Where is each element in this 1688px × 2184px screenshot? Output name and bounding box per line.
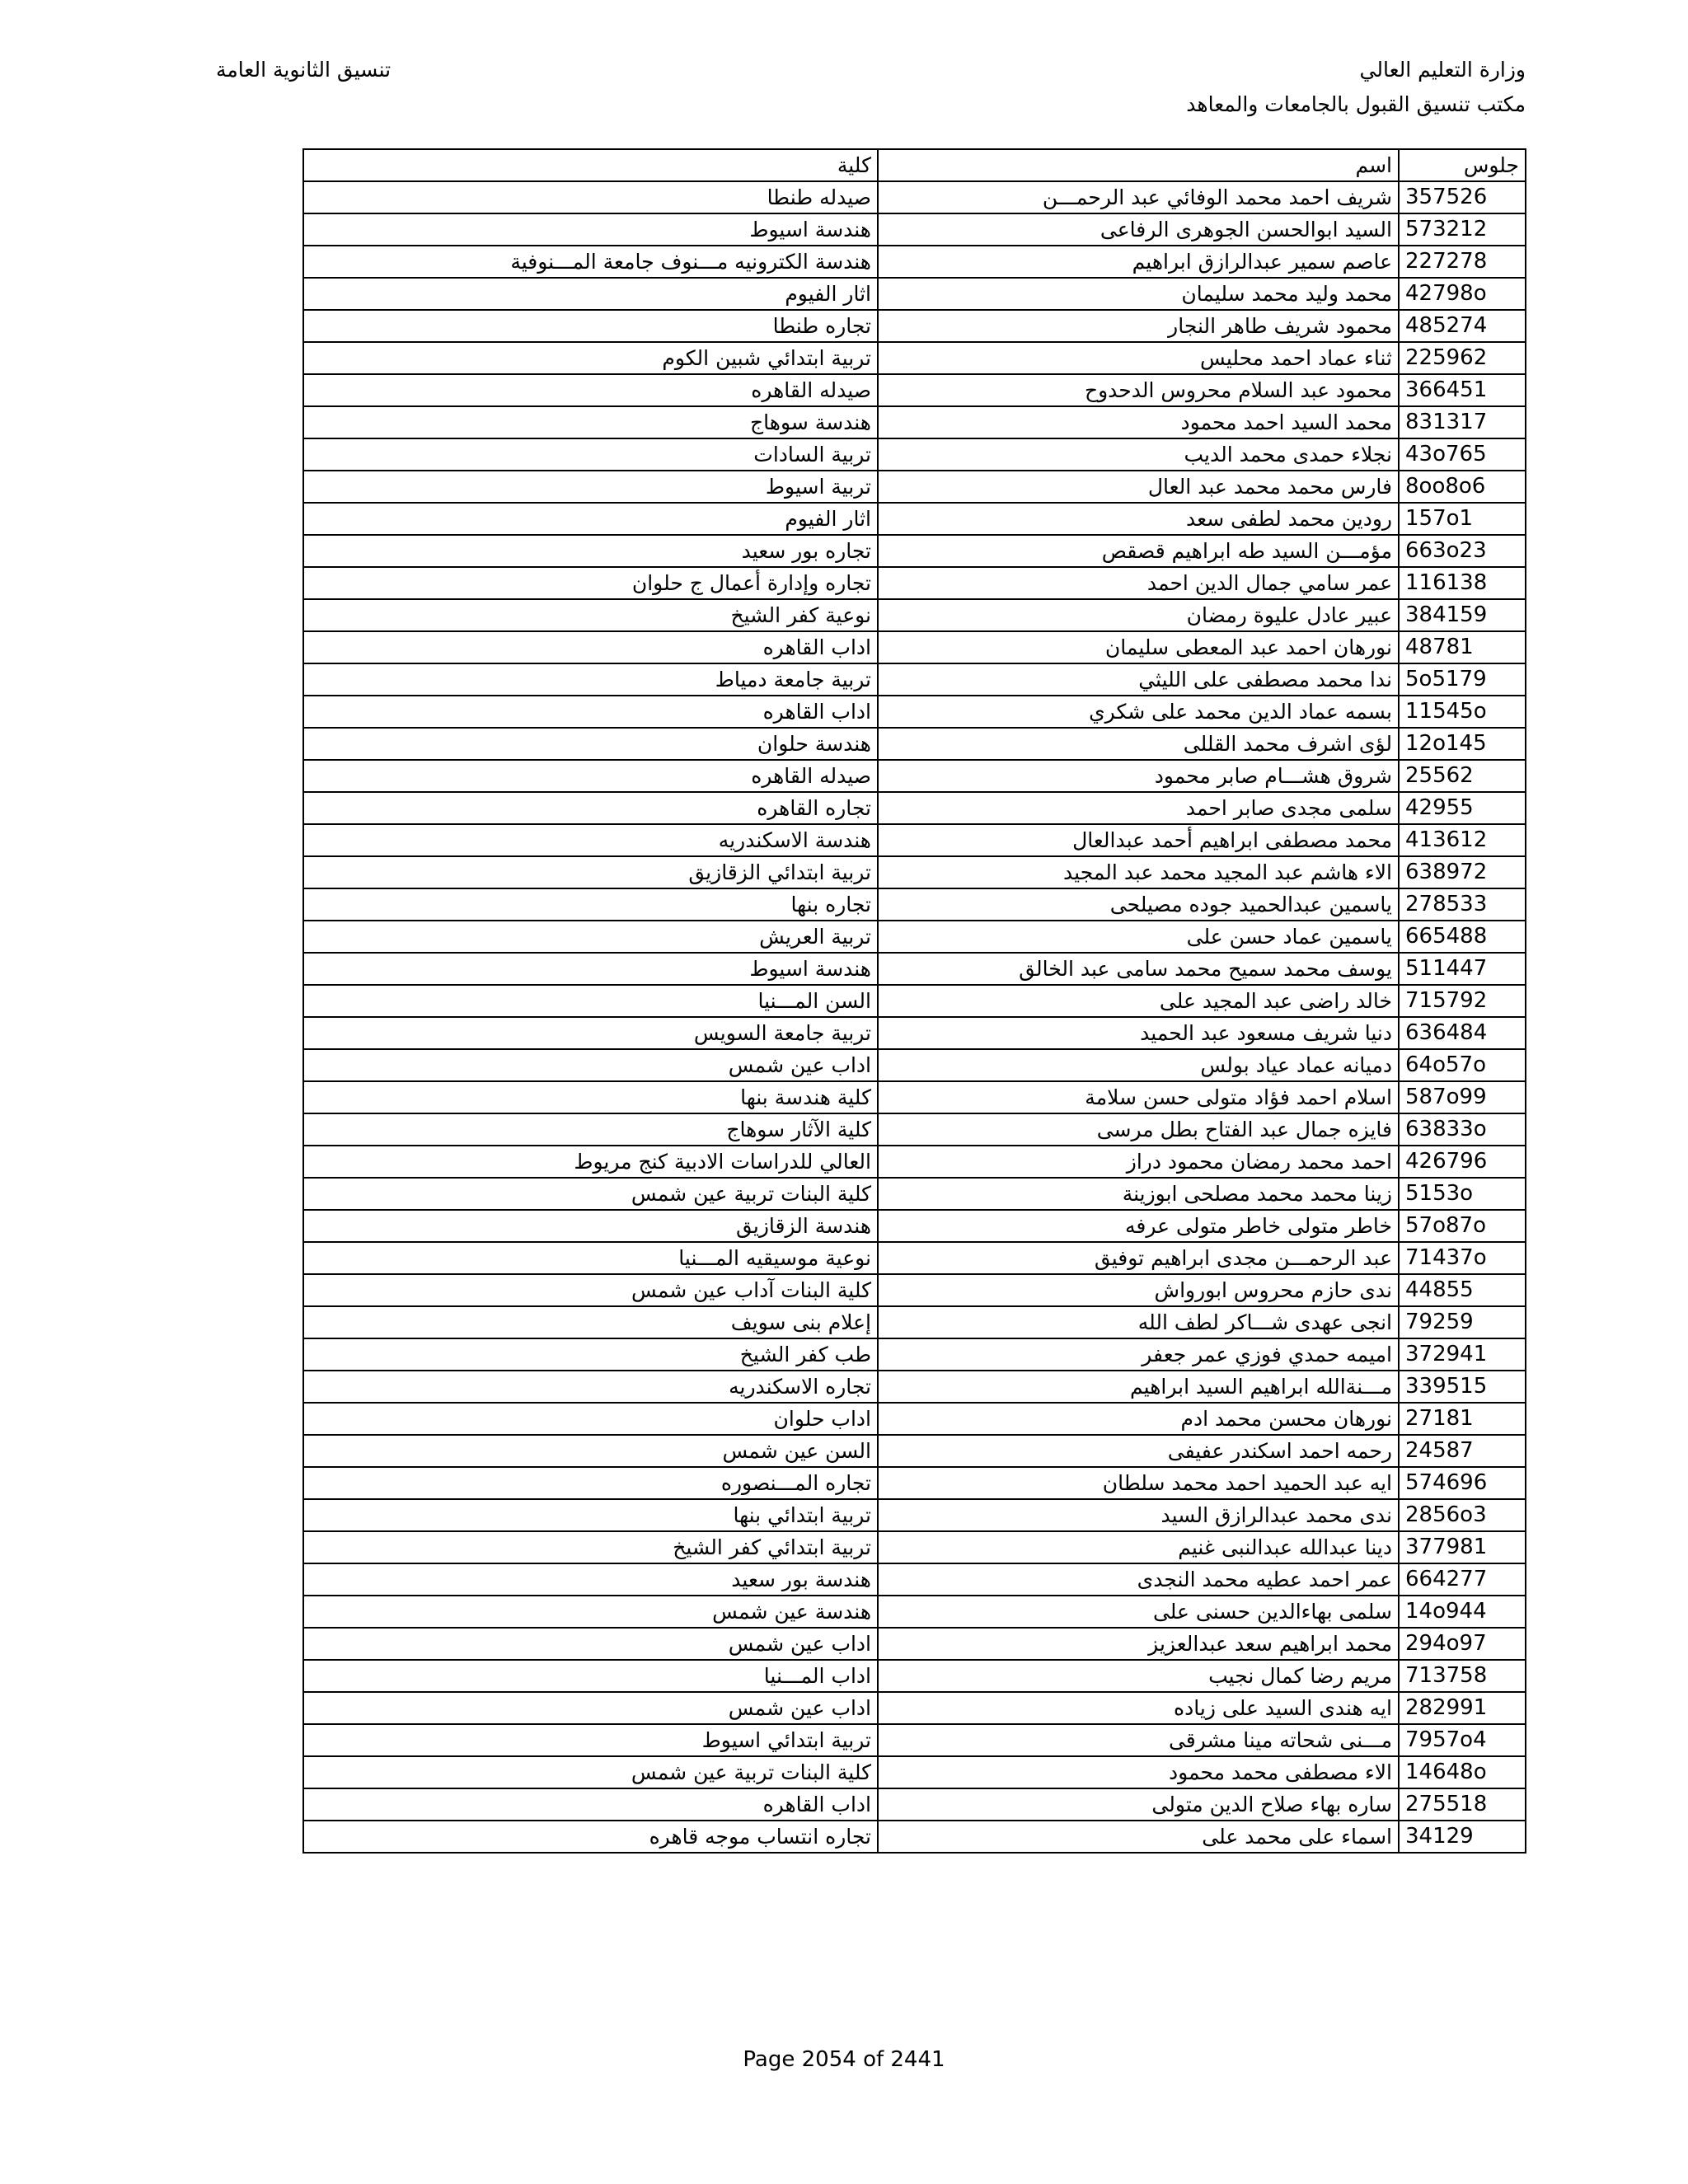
seat-number-cell: 57o87o <box>1399 1210 1526 1242</box>
table-row <box>303 181 1526 213</box>
seat-number-cell: 34129 <box>1399 1821 1526 1853</box>
student-name-cell: محمد ابراهيم سعد عبدالعزيز <box>878 1628 1399 1660</box>
faculty-cell: تربية ابتدائي اسيوط <box>303 1724 878 1756</box>
student-name-cell: اسماء على محمد على <box>878 1821 1399 1853</box>
faculty-cell: هندسة الكترونيه مـــنوف جامعة المـــنوفية <box>303 246 878 278</box>
table-row <box>303 1531 1526 1563</box>
seat-number-cell: 225962 <box>1399 342 1526 374</box>
faculty-cell: تجاره وإدارة أعمال ج حلوان <box>303 567 878 599</box>
student-name-cell: محمود شريف طاهر النجار <box>878 310 1399 342</box>
table-row <box>303 1596 1526 1628</box>
table-row <box>303 342 1526 374</box>
seat-number-cell: 27181 <box>1399 1403 1526 1435</box>
table-row <box>303 663 1526 696</box>
student-name-cell: عبير عادل عليوة رمضان <box>878 599 1399 631</box>
student-name-cell: سلمى مجدى صابر احمد <box>878 792 1399 824</box>
faculty-cell: نوعية كفر الشيخ <box>303 599 878 631</box>
student-name-cell: بسمه عماد الدين محمد على شكري <box>878 696 1399 728</box>
student-name-cell: ايه عبد الحميد احمد محمد سلطان <box>878 1467 1399 1499</box>
student-name-cell: دنيا شريف مسعود عبد الحميد <box>878 1017 1399 1049</box>
faculty-cell: تجاره انتساب موجه قاهره <box>303 1821 878 1853</box>
faculty-cell: صيدله طنطا <box>303 181 878 213</box>
ministry-title: وزارة التعليم العالي <box>1359 58 1526 82</box>
faculty-cell: صيدله القاهره <box>303 760 878 792</box>
student-name-cell: يوسف محمد سميح محمد سامى عبد الخالق <box>878 953 1399 985</box>
table-row <box>303 856 1526 888</box>
table-row <box>303 1692 1526 1724</box>
seat-number-cell: 12o145 <box>1399 728 1526 760</box>
table-row <box>303 567 1526 599</box>
faculty-cell: هندسة سوهاج <box>303 406 878 438</box>
table-row <box>303 728 1526 760</box>
student-name-cell: خاطر متولى خاطر متولى عرفه <box>878 1210 1399 1242</box>
student-name-cell: محمود عبد السلام محروس الدحدوح <box>878 374 1399 406</box>
student-name-cell: دينا عبدالله عبدالنبى غنيم <box>878 1531 1399 1563</box>
seat-number-cell: 42955 <box>1399 792 1526 824</box>
student-name-cell: نورهان احمد عبد المعطى سليمان <box>878 631 1399 663</box>
seat-number-cell: 278533 <box>1399 888 1526 921</box>
faculty-cell: كلية البنات آداب عين شمس <box>303 1274 878 1306</box>
table-row <box>303 471 1526 503</box>
student-name-cell: ياسمين عماد حسن على <box>878 921 1399 953</box>
faculty-cell: اداب عين شمس <box>303 1049 878 1081</box>
faculty-cell: اداب عين شمس <box>303 1628 878 1660</box>
student-name-cell: اميمه حمدي فوزي عمر جعفر <box>878 1338 1399 1371</box>
student-name-cell: نجلاء حمدى محمد الديب <box>878 438 1399 471</box>
faculty-cell: هندسة بور سعيد <box>303 1563 878 1596</box>
student-name-cell: رودين محمد لطفى سعد <box>878 503 1399 535</box>
student-name-cell: خالد راضى عبد المجيد على <box>878 985 1399 1017</box>
faculty-cell: اثار الفيوم <box>303 278 878 310</box>
seat-number-cell: 715792 <box>1399 985 1526 1017</box>
student-name-cell: رحمه احمد اسكندر عفيفى <box>878 1435 1399 1467</box>
student-name-cell: ندا محمد مصطفى على الليثي <box>878 663 1399 696</box>
student-name-cell: الاء هاشم عبد المجيد محمد عبد المجيد <box>878 856 1399 888</box>
seat-number-cell: 831317 <box>1399 406 1526 438</box>
table-row <box>303 213 1526 246</box>
student-name-cell: ساره بهاء صلاح الدين متولى <box>878 1788 1399 1821</box>
faculty-cell: إعلام بنى سويف <box>303 1306 878 1338</box>
faculty-cell: كلية هندسة بنها <box>303 1081 878 1113</box>
table-row <box>303 1628 1526 1660</box>
seat-number-cell: 2856o3 <box>1399 1499 1526 1531</box>
faculty-cell: العالي للدراسات الادبية كنج مريوط <box>303 1146 878 1178</box>
table-row <box>303 1499 1526 1531</box>
table-row <box>303 1338 1526 1371</box>
seat-number-cell: 5o5179 <box>1399 663 1526 696</box>
student-name-cell: لؤى اشرف محمد القللى <box>878 728 1399 760</box>
faculty-cell: اداب المـــنيا <box>303 1660 878 1692</box>
seat-number-cell: 426796 <box>1399 1146 1526 1178</box>
seat-number-cell: 157o1 <box>1399 503 1526 535</box>
student-name-cell: دميانه عماد عياد بولس <box>878 1049 1399 1081</box>
seat-number-cell: 665488 <box>1399 921 1526 953</box>
student-name-cell: محمد وليد محمد سليمان <box>878 278 1399 310</box>
faculty-cell: تجاره طنطا <box>303 310 878 342</box>
column-header-faculty: كلية <box>303 149 878 181</box>
student-name-cell: مـــنى شحاته مينا مشرقى <box>878 1724 1399 1756</box>
faculty-cell: تربية العريش <box>303 921 878 953</box>
faculty-cell: اداب حلوان <box>303 1403 878 1435</box>
faculty-cell: تربية ابتدائي كفر الشيخ <box>303 1531 878 1563</box>
table-row <box>303 953 1526 985</box>
faculty-cell: هندسة عين شمس <box>303 1596 878 1628</box>
seat-number-cell: 636484 <box>1399 1017 1526 1049</box>
student-name-cell: شروق هشـــام صابر محمود <box>878 760 1399 792</box>
seat-number-cell: 8oo8o6 <box>1399 471 1526 503</box>
table-row <box>303 1274 1526 1306</box>
seat-number-cell: 372941 <box>1399 1338 1526 1371</box>
student-name-cell: ندى محمد عبدالرازق السيد <box>878 1499 1399 1531</box>
table-row <box>303 438 1526 471</box>
faculty-cell: اداب القاهره <box>303 631 878 663</box>
seat-number-cell: 377981 <box>1399 1531 1526 1563</box>
table-row <box>303 631 1526 663</box>
table-row <box>303 1306 1526 1338</box>
faculty-cell: تربية جامعة السويس <box>303 1017 878 1049</box>
seat-number-cell: 43o765 <box>1399 438 1526 471</box>
seat-number-cell: 5153o <box>1399 1178 1526 1210</box>
faculty-cell: تجاره المـــنصوره <box>303 1467 878 1499</box>
student-name-cell: عمر سامي جمال الدين احمد <box>878 567 1399 599</box>
faculty-cell: تجاره بنها <box>303 888 878 921</box>
table-row <box>303 1724 1526 1756</box>
seat-number-cell: 574696 <box>1399 1467 1526 1499</box>
seat-number-cell: 63833o <box>1399 1113 1526 1146</box>
table-row <box>303 1113 1526 1146</box>
seat-number-cell: 384159 <box>1399 599 1526 631</box>
student-name-cell: زينا محمد محمد مصلحى ابوزينة <box>878 1178 1399 1210</box>
seat-number-cell: 511447 <box>1399 953 1526 985</box>
column-header-name: اسم <box>878 149 1399 181</box>
student-name-cell: احمد محمد رمضان محمود دراز <box>878 1146 1399 1178</box>
faculty-cell: اثار الفيوم <box>303 503 878 535</box>
table-row <box>303 921 1526 953</box>
faculty-cell: تربية ابتدائي بنها <box>303 1499 878 1531</box>
student-name-cell: ياسمين عبدالحميد جوده مصيلحى <box>878 888 1399 921</box>
faculty-cell: صيدله القاهره <box>303 374 878 406</box>
seat-number-cell: 663o23 <box>1399 535 1526 567</box>
faculty-cell: هندسة الاسكندريه <box>303 824 878 856</box>
table-row <box>303 1081 1526 1113</box>
table-row <box>303 1371 1526 1403</box>
table-row <box>303 1788 1526 1821</box>
seat-number-cell: 44855 <box>1399 1274 1526 1306</box>
seat-number-cell: 79259 <box>1399 1306 1526 1338</box>
student-name-cell: سلمى بهاءالدين حسنى على <box>878 1596 1399 1628</box>
faculty-cell: السن المـــنيا <box>303 985 878 1017</box>
seat-number-cell: 638972 <box>1399 856 1526 888</box>
faculty-cell: تجاره بور سعيد <box>303 535 878 567</box>
seat-number-cell: 357526 <box>1399 181 1526 213</box>
table-row <box>303 696 1526 728</box>
student-name-cell: نورهان محسن محمد ادم <box>878 1403 1399 1435</box>
seat-number-cell: 11545o <box>1399 696 1526 728</box>
seat-number-cell: 227278 <box>1399 246 1526 278</box>
table-row <box>303 1017 1526 1049</box>
table-row <box>303 246 1526 278</box>
faculty-cell: السن عين شمس <box>303 1435 878 1467</box>
student-name-cell: مؤمـــن السيد طه ابراهيم قصقص <box>878 535 1399 567</box>
seat-number-cell: 24587 <box>1399 1435 1526 1467</box>
table-row <box>303 1403 1526 1435</box>
faculty-cell: اداب القاهره <box>303 696 878 728</box>
seat-number-cell: 25562 <box>1399 760 1526 792</box>
seat-number-cell: 587o99 <box>1399 1081 1526 1113</box>
seat-number-cell: 14648o <box>1399 1756 1526 1788</box>
student-name-cell: اسلام احمد فؤاد متولى حسن سلامة <box>878 1081 1399 1113</box>
seat-number-cell: 664277 <box>1399 1563 1526 1596</box>
table-row <box>303 599 1526 631</box>
student-name-cell: عبد الرحمـــن مجدى ابراهيم توفيق <box>878 1242 1399 1274</box>
table-header-row <box>303 149 1526 181</box>
seat-number-cell: 275518 <box>1399 1788 1526 1821</box>
faculty-cell: اداب القاهره <box>303 1788 878 1821</box>
faculty-cell: تربية السادات <box>303 438 878 471</box>
table-row <box>303 1660 1526 1692</box>
table-row <box>303 1242 1526 1274</box>
table-row <box>303 503 1526 535</box>
faculty-cell: نوعية موسيقيه المـــنيا <box>303 1242 878 1274</box>
seat-number-cell: 282991 <box>1399 1692 1526 1724</box>
table-row <box>303 1178 1526 1210</box>
seat-number-cell: 366451 <box>1399 374 1526 406</box>
faculty-cell: اداب عين شمس <box>303 1692 878 1724</box>
office-title: مكتب تنسيق القبول بالجامعات والمعاهد <box>1186 92 1526 116</box>
table-row <box>303 535 1526 567</box>
student-name-cell: شريف احمد محمد الوفائي عبد الرحمـــن <box>878 181 1399 213</box>
seat-number-cell: 339515 <box>1399 1371 1526 1403</box>
table-row <box>303 985 1526 1017</box>
faculty-cell: تربية اسيوط <box>303 471 878 503</box>
table-row <box>303 310 1526 342</box>
column-header-seat: جلوس <box>1399 149 1526 181</box>
faculty-cell: هندسة حلوان <box>303 728 878 760</box>
seat-number-cell: 71437o <box>1399 1242 1526 1274</box>
student-name-cell: ايه هندى السيد على زياده <box>878 1692 1399 1724</box>
seat-number-cell: 7957o4 <box>1399 1724 1526 1756</box>
faculty-cell: تجاره القاهره <box>303 792 878 824</box>
seat-number-cell: 116138 <box>1399 567 1526 599</box>
student-name-cell: ندى حازم محروس ابورواش <box>878 1274 1399 1306</box>
student-name-cell: مريم رضا كمال نجيب <box>878 1660 1399 1692</box>
faculty-cell: كلية البنات تربية عين شمس <box>303 1178 878 1210</box>
faculty-cell: هندسة اسيوط <box>303 953 878 985</box>
student-name-cell: ثناء عماد احمد محليس <box>878 342 1399 374</box>
table-row <box>303 1049 1526 1081</box>
table-row <box>303 1563 1526 1596</box>
faculty-cell: هندسة الزقازيق <box>303 1210 878 1242</box>
seat-number-cell: 294o97 <box>1399 1628 1526 1660</box>
seat-number-cell: 42798o <box>1399 278 1526 310</box>
student-name-cell: فارس محمد محمد عبد العال <box>878 471 1399 503</box>
faculty-cell: هندسة اسيوط <box>303 213 878 246</box>
table-row <box>303 406 1526 438</box>
table-row <box>303 374 1526 406</box>
page-number: Page 2054 of 2441 <box>743 2047 945 2072</box>
seat-number-cell: 413612 <box>1399 824 1526 856</box>
student-name-cell: السيد ابوالحسن الجوهرى الرفاعى <box>878 213 1399 246</box>
student-name-cell: فايزه جمال عبد الفتاح بطل مرسى <box>878 1113 1399 1146</box>
table-row <box>303 278 1526 310</box>
seat-number-cell: 485274 <box>1399 310 1526 342</box>
results-table <box>302 148 1526 1854</box>
table-row <box>303 760 1526 792</box>
faculty-cell: تجاره الاسكندريه <box>303 1371 878 1403</box>
faculty-cell: كلية البنات تربية عين شمس <box>303 1756 878 1788</box>
faculty-cell: تربية جامعة دمياط <box>303 663 878 696</box>
faculty-cell: تربية ابتدائي الزقازيق <box>303 856 878 888</box>
faculty-cell: كلية الآثار سوهاج <box>303 1113 878 1146</box>
table-row <box>303 1210 1526 1242</box>
table-row <box>303 1146 1526 1178</box>
student-name-cell: الاء مصطفى محمد محمود <box>878 1756 1399 1788</box>
faculty-cell: تربية ابتدائي شبين الكوم <box>303 342 878 374</box>
table-row <box>303 824 1526 856</box>
seat-number-cell: 48781 <box>1399 631 1526 663</box>
table-row <box>303 1467 1526 1499</box>
table-row <box>303 1435 1526 1467</box>
faculty-cell: طب كفر الشيخ <box>303 1338 878 1371</box>
table-row <box>303 1756 1526 1788</box>
seat-number-cell: 573212 <box>1399 213 1526 246</box>
table-row <box>303 792 1526 824</box>
student-name-cell: محمد مصطفى ابراهيم أحمد عبدالعال <box>878 824 1399 856</box>
coordination-title: تنسيق الثانوية العامة <box>216 58 392 82</box>
seat-number-cell: 14o944 <box>1399 1596 1526 1628</box>
table-row <box>303 888 1526 921</box>
student-name-cell: عمر احمد عطيه محمد النجدى <box>878 1563 1399 1596</box>
student-name-cell: محمد السيد احمد محمود <box>878 406 1399 438</box>
seat-number-cell: 713758 <box>1399 1660 1526 1692</box>
table-row <box>303 1821 1526 1853</box>
seat-number-cell: 64o57o <box>1399 1049 1526 1081</box>
student-name-cell: عاصم سمير عبدالرازق ابراهيم <box>878 246 1399 278</box>
student-name-cell: انجى عهدى شـــاكر لطف الله <box>878 1306 1399 1338</box>
student-name-cell: مـــنةالله ابراهيم السيد ابراهيم <box>878 1371 1399 1403</box>
